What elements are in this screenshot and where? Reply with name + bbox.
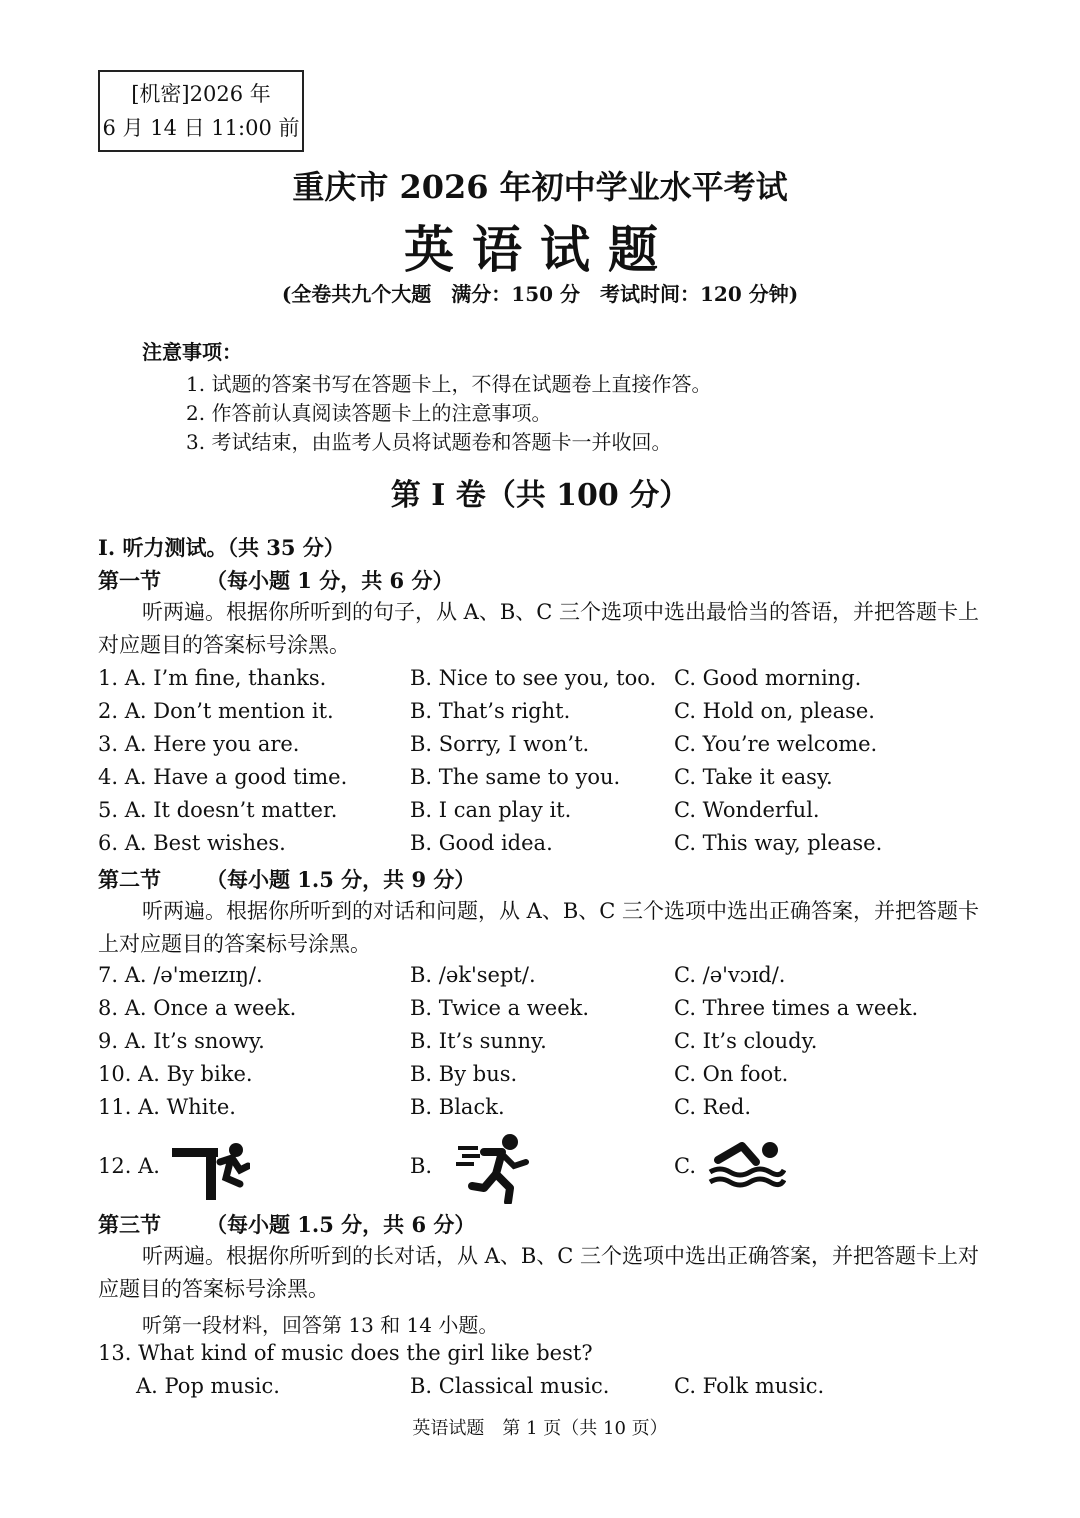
option-b: B. Sorry, I won’t. <box>410 732 590 756</box>
option-c: C. Good morning. <box>674 666 862 690</box>
swimming-icon <box>706 1138 786 1192</box>
part-title: 第 I 卷（共 100 分） <box>390 478 690 513</box>
option-a: 2. A. Don’t mention it. <box>98 699 334 723</box>
section-1-name: 第一节 <box>98 568 161 593</box>
notice-item: 1. 试题的答案书写在答题卡上，不得在试题卷上直接作答。 <box>186 372 712 396</box>
section-2-instruction: 听两遍。根据你所听到的对话和问题，从 A、B、C 三个选项中选出正确答案，并把答题卡上对应题目的答案标号涂黑。 <box>98 899 980 956</box>
notice-item: 2. 作答前认真阅读答题卡上的注意事项。 <box>186 401 552 425</box>
option-b: B. The same to you. <box>410 765 621 789</box>
option-b: B. Nice to see you, too. <box>410 666 657 690</box>
option-c: C. Take it easy. <box>674 765 833 789</box>
section-2-name: 第二节 <box>98 867 161 892</box>
section-1-instruction: 听两遍。根据你所听到的句子，从 A、B、C 三个选项中选出最恰当的答语，并把答题卡上对应题目的答案标号涂黑。 <box>98 600 980 657</box>
section-3-instruction: 听两遍。根据你所听到的长对话，从 A、B、C 三个选项中选出正确答案，并把答题卡上对应题目的答案标号涂黑。 <box>98 1244 980 1301</box>
option-c: C. Hold on, please. <box>674 699 875 723</box>
option-a: 1. A. I’m fine, thanks. <box>98 666 327 690</box>
option-c: C. Folk music. <box>674 1374 825 1398</box>
option-c: C. Red. <box>674 1095 752 1119</box>
section-3-name: 第三节 <box>98 1212 161 1237</box>
confidential-line-1: [机密]2026 年 <box>131 82 271 106</box>
option-c: C. On foot. <box>674 1062 789 1086</box>
option-a: 8. A. Once a week. <box>98 996 297 1020</box>
exam-info: (全卷共九个大题 满分：150 分 考试时间：120 分钟) <box>281 282 799 306</box>
section-3-note: （每小题 1.5 分，共 6 分） <box>206 1212 476 1237</box>
option-c: C. <box>674 1154 696 1178</box>
option-b: B. By bus. <box>410 1062 518 1086</box>
confidential-line-2: 6 月 14 日 11:00 前 <box>102 116 300 140</box>
exam-title: 重庆市 2026 年初中学业水平考试 <box>292 168 788 206</box>
option-a: 10. A. By bike. <box>98 1062 253 1086</box>
subject-title: 英语试题 <box>404 220 676 279</box>
option-b: B. That’s right. <box>410 699 571 723</box>
option-b: B. <box>410 1154 433 1178</box>
option-c: C. This way, please. <box>674 831 883 855</box>
question-13-stem: 13. What kind of music does the girl like best? <box>98 1341 593 1365</box>
option-a: 12. A. <box>98 1154 160 1178</box>
option-b: B. Good idea. <box>410 831 553 855</box>
option-a: 6. A. Best wishes. <box>98 831 286 855</box>
option-b: B. Twice a week. <box>410 996 590 1020</box>
section-2-note: （每小题 1.5 分，共 9 分） <box>206 867 476 892</box>
option-b: B. I can play it. <box>410 798 572 822</box>
option-b: B. Classical music. <box>410 1374 610 1398</box>
option-b: B. It’s sunny. <box>410 1029 547 1053</box>
notice-heading: 注意事项： <box>142 340 242 364</box>
option-b: B. /ək'sept/. <box>410 963 536 987</box>
notice-item: 3. 考试结束，由监考人员将试题卷和答题卡一并收回。 <box>186 430 672 454</box>
page-footer: 英语试题 第 1 页（共 10 页） <box>412 1418 668 1439</box>
option-a: 4. A. Have a good time. <box>98 765 348 789</box>
option-a: 5. A. It doesn’t matter. <box>98 798 338 822</box>
option-c: C. You’re welcome. <box>674 732 878 756</box>
option-c: C. It’s cloudy. <box>674 1029 818 1053</box>
section-1-note: （每小题 1 分，共 6 分） <box>206 568 454 593</box>
option-c: C. /ə'vɔɪd/. <box>674 963 786 987</box>
option-a: 7. A. /ə'meɪzɪŋ/. <box>98 963 263 987</box>
option-a: 3. A. Here you are. <box>98 732 300 756</box>
option-a: A. Pop music. <box>136 1374 280 1398</box>
option-a: 9. A. It’s snowy. <box>98 1029 265 1053</box>
confidential-box <box>98 70 304 152</box>
option-c: C. Three times a week. <box>674 996 919 1020</box>
hurdling-icon <box>170 1140 250 1202</box>
option-a: 11. A. White. <box>98 1095 236 1119</box>
section-3-sub-note: 听第一段材料，回答第 13 和 14 小题。 <box>142 1313 499 1337</box>
running-icon <box>456 1132 530 1204</box>
listening-title: I. 听力测试。（共 35 分） <box>98 535 345 560</box>
option-c: C. Wonderful. <box>674 798 820 822</box>
option-b: B. Black. <box>410 1095 505 1119</box>
